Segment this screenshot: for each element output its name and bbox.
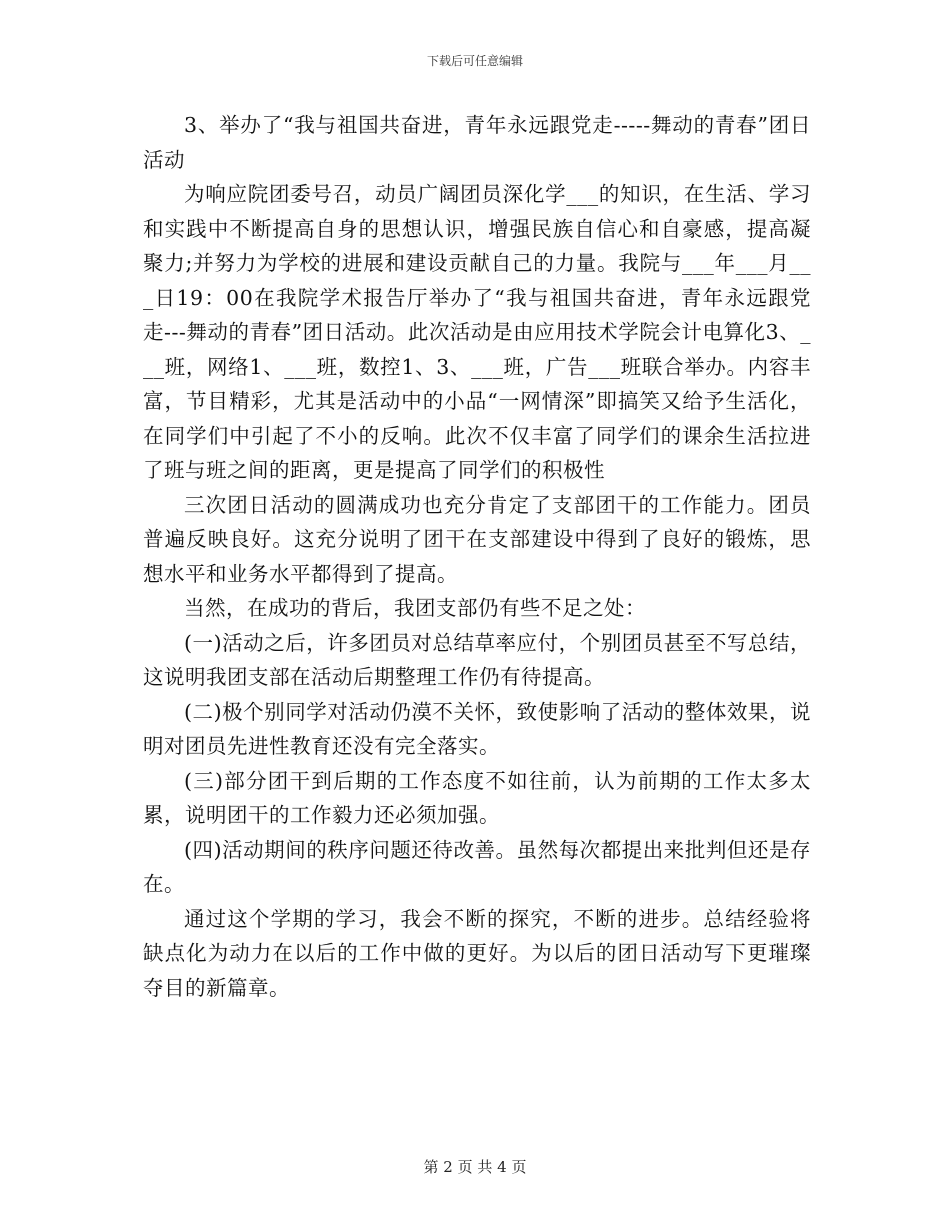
paragraph-summary: 三次团日活动的圆满成功也充分肯定了支部团干的工作能力。团员普遍反映良好。这充分说明了团干在支部建设中得到了良好的锻炼，思想水平和业务水平都得到了提高。 xyxy=(143,492,811,586)
page-number: 第 2 页 共 4 页 xyxy=(423,1158,527,1176)
paragraph-shortcoming-1: (一)活动之后，许多团员对总结草率应付，个别团员甚至不写总结，这说明我团支部在活动后期整理工作仍有待提高。 xyxy=(143,630,811,689)
document-body xyxy=(143,108,811,1005)
paragraph-shortcoming-2: (二)极个别同学对活动仍漠不关怀，致使影响了活动的整体效果，说明对团员先进性教育还没有完全落实。 xyxy=(143,699,811,758)
paragraph-conclusion: 通过这个学期的学习，我会不断的探究，不断的进步。总结经验将缺点化为动力在以后的工作中做的更好。为以后的团日活动写下更璀璨夺目的新篇章。 xyxy=(143,906,811,1000)
paragraph-activity-3-heading: 3、举办了“我与祖国共奋进，青年永远跟党走-----舞动的青春”团日活动 xyxy=(143,113,811,172)
paragraph-activity-3-body: 为响应院团委号召，动员广阔团员深化学___的知识，在生活、学习和实践中不断提高自身的思想认识，增强民族自信心和自豪感，提高凝聚力;并努力为学校的进展和建设贡献自己的力量。我院与___年___月___日19：00在我院学术报告厅举办了“我与祖国共奋进，青年永远跟党走---舞动的青春”团日活动。此次活动是由应用技术学院会计电算化3、___班，网络1、___班，数控1、3、___班，广告___班联合举办。内容丰富，节目精彩，尤其是活动中的小品“一网情深”即搞笑又给予生活化，在同学们中引起了不小的反响。此次不仅丰富了同学们的课余生活拉进了班与班之间的距离，更是提高了同学们的积极性 xyxy=(143,182,811,482)
paragraph-shortcomings-intro: 当然，在成功的背后，我团支部仍有些不足之处： xyxy=(184,596,646,620)
paragraph-shortcoming-4: (四)活动期间的秩序问题还待改善。虽然每次都提出来批判但还是存在。 xyxy=(143,837,811,896)
paragraph-shortcoming-3: (三)部分团干到后期的工作态度不如往前，认为前期的工作太多太累，说明团干的工作毅力还必须加强。 xyxy=(143,768,811,827)
page-header: 下载后可任意编辑 xyxy=(426,54,523,68)
